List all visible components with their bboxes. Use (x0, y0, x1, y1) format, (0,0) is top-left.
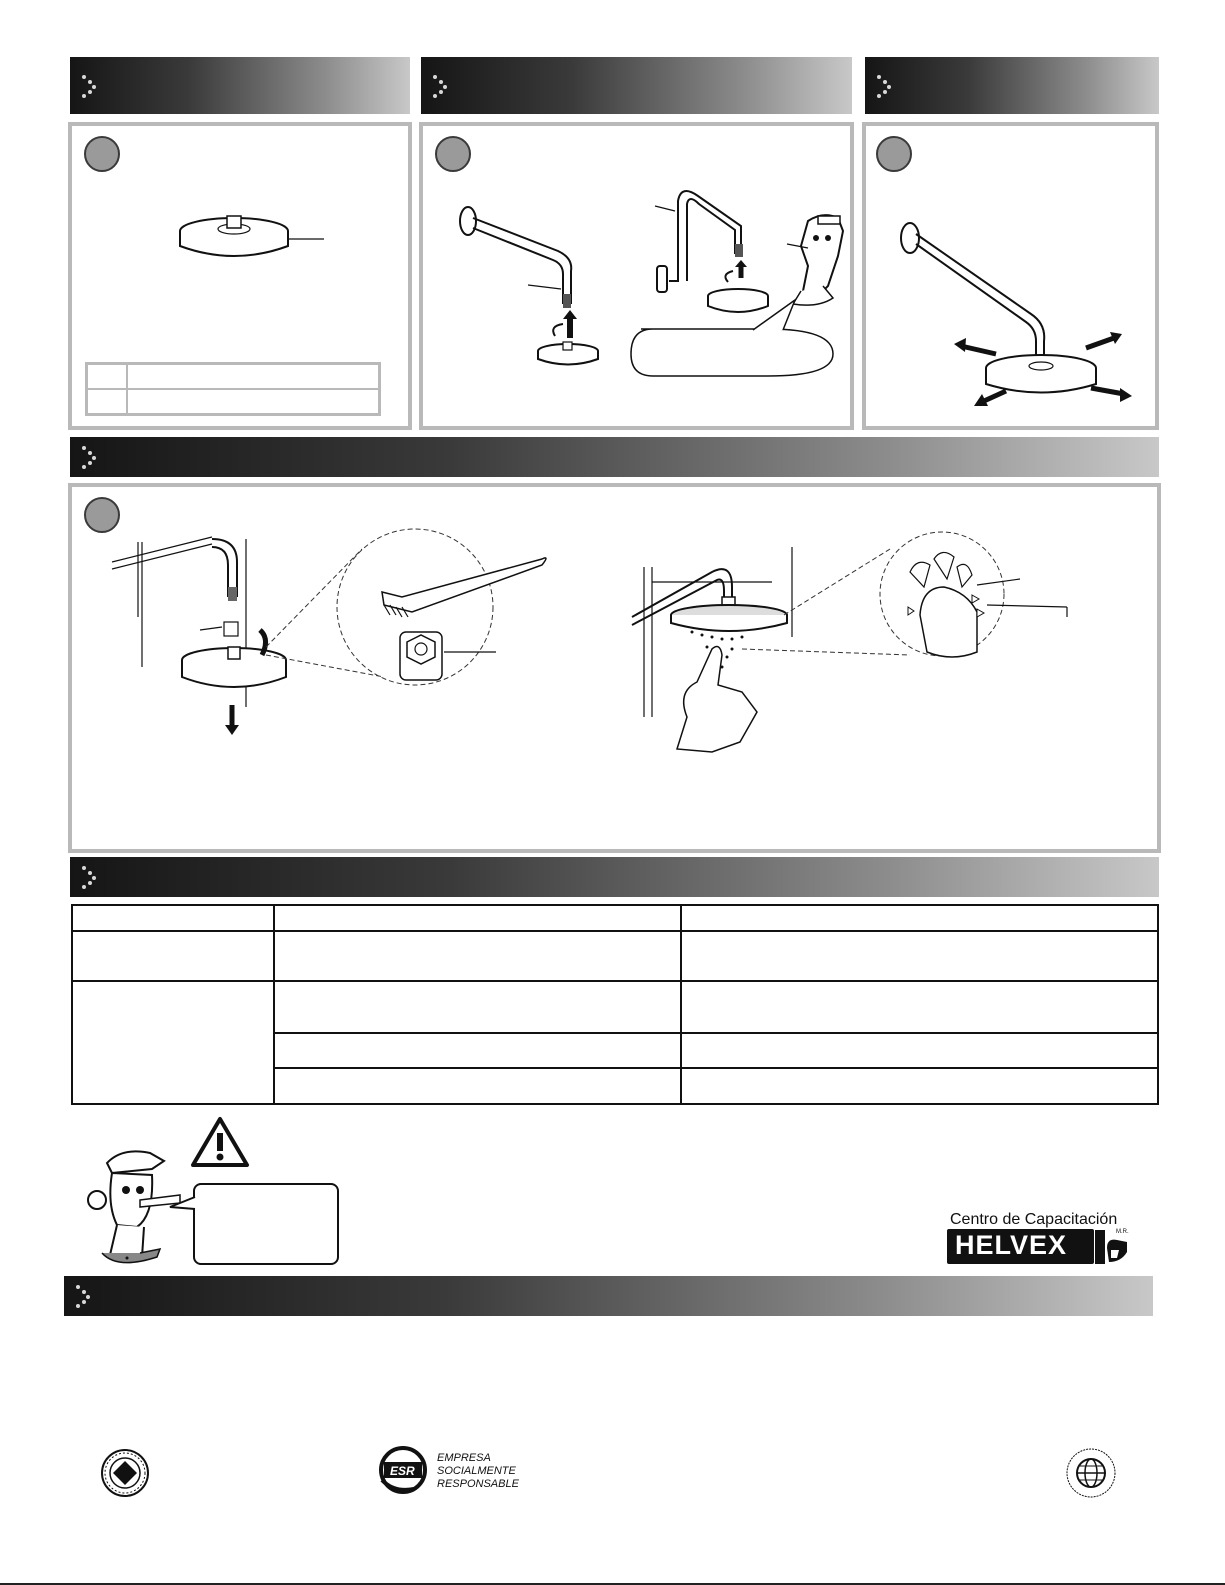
esr-line-3: RESPONSABLE (437, 1478, 519, 1490)
parts-legend-box (85, 362, 381, 416)
registered-mark: M.R. (1116, 1229, 1129, 1235)
dots-icon (82, 75, 96, 97)
table-cell (274, 981, 681, 1033)
installation-illustration (423, 126, 858, 434)
table-cell (274, 931, 681, 981)
section-header-bar-maintenance (70, 437, 1159, 477)
esr-line-2: SOCIALMENTE (437, 1465, 516, 1477)
esr-text (437, 1452, 519, 1491)
section-header-bar-footer (64, 1276, 1153, 1316)
training-center-label: Centro de Capacitación (950, 1211, 1118, 1228)
mascot-icon (787, 215, 843, 305)
panel-adjustment (862, 122, 1159, 430)
maintenance-illustration (72, 487, 1165, 857)
dots-icon (82, 446, 96, 468)
dots-icon (82, 866, 96, 888)
warning-icon (190, 1116, 250, 1168)
speech-bubble-tail (168, 1195, 198, 1215)
esr-badge-text: ESR (390, 1464, 415, 1478)
esr-line-1: EMPRESA (437, 1452, 491, 1464)
troubleshooting-table (71, 904, 1159, 1105)
section-header-bar-3 (865, 57, 1159, 114)
speech-bubble (193, 1183, 339, 1265)
table-cell (681, 1033, 1158, 1068)
dots-icon (76, 1285, 90, 1307)
panel-parts (68, 122, 412, 430)
globe-icon (1064, 1446, 1118, 1500)
section-header-bar-1 (70, 57, 410, 114)
table-cell (681, 905, 1158, 931)
section-header-bar-2 (421, 57, 852, 114)
table-cell (681, 981, 1158, 1033)
table-cell (72, 905, 274, 931)
table-row (72, 931, 1158, 981)
table-cell (681, 931, 1158, 981)
dots-icon (877, 75, 891, 97)
dots-icon (433, 75, 447, 97)
table-cell (274, 1068, 681, 1104)
panel-installation (419, 122, 854, 430)
table-header-row (72, 905, 1158, 931)
section-header-bar-troubleshooting (70, 857, 1159, 897)
table-cell (274, 905, 681, 931)
panel-maintenance (68, 483, 1161, 853)
table-cell (681, 1068, 1158, 1104)
table-cell (72, 981, 274, 1104)
seal-icon (100, 1448, 150, 1498)
adjustment-illustration (866, 126, 1163, 434)
table-cell (72, 931, 274, 981)
table-row (72, 981, 1158, 1033)
helvex-logo-text: HELVEX (955, 1230, 1068, 1260)
table-cell (274, 1033, 681, 1068)
